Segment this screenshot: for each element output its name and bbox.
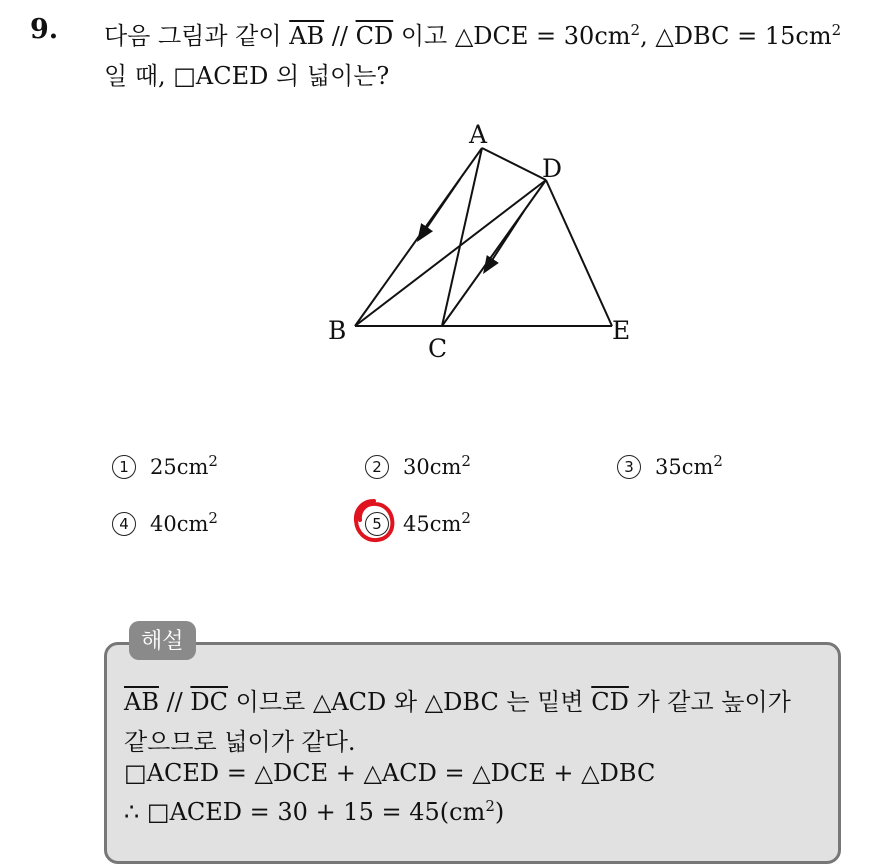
choice-1[interactable] [112, 452, 218, 479]
choice-number: 2 [365, 455, 389, 479]
answer-mark-icon [350, 495, 398, 547]
solution-tail: 가 같고 높이가 [628, 688, 791, 716]
label-b: B [328, 316, 347, 345]
label-a: A [469, 120, 488, 149]
segment-db-line [355, 180, 546, 326]
choice-value: 40cm [150, 512, 209, 536]
arrow-dc [485, 211, 524, 271]
solution-tag: 해설 [129, 621, 196, 660]
arrow-ab [419, 179, 460, 239]
choice-number: 5 [365, 512, 389, 536]
choice-value: 45cm [403, 512, 462, 536]
segment-de-line [546, 180, 612, 326]
choice-3[interactable] [617, 452, 723, 479]
solution-line-3: □ACED = △DCE + △ACD = △DCE + △DBC [124, 759, 656, 787]
exponent: 2 [208, 452, 218, 470]
solution-conclusion: ∴ □ACED = 30 + 15 = 45(cm [124, 798, 486, 826]
segment-ad-line [482, 148, 546, 180]
choice-value: 30cm [403, 455, 462, 479]
segment-ab: $\overline{AB}$ [289, 22, 325, 50]
question-number: 9. [30, 14, 59, 45]
exponent: 2 [461, 509, 471, 527]
label-d: D [542, 154, 563, 183]
closing-paren: ) [494, 798, 505, 826]
exponent: 2 [208, 509, 218, 527]
choice-number: 4 [112, 512, 136, 536]
geometry-figure [0, 0, 884, 420]
choice-4[interactable] [112, 509, 218, 536]
exponent: 2 [630, 21, 641, 39]
exponent: 2 [485, 797, 495, 815]
parallel-symbol: // [324, 22, 356, 50]
solution-line-2: 같으므로 넓이가 같다. [124, 728, 356, 756]
label-c: C [428, 334, 448, 363]
choice-value: 25cm [150, 455, 209, 479]
exponent: 2 [831, 21, 842, 39]
choice-number: 1 [112, 455, 136, 479]
choice-2[interactable] [365, 452, 471, 479]
solution-line-4 [124, 797, 504, 826]
exponent: 2 [461, 452, 471, 470]
question-mid: 이고 △DCE = 30cm [393, 22, 631, 50]
choice-value: 35cm [655, 455, 714, 479]
segment-cd: $\overline{CD}$ [355, 22, 394, 50]
question-mid2: , △DBC = 15cm [640, 22, 832, 50]
choice-number: 3 [617, 455, 641, 479]
exponent: 2 [713, 452, 723, 470]
segment-cd: $\overline{CD}$ [591, 688, 629, 716]
parallel-symbol: // [158, 688, 191, 716]
solution-mid: 이므로 △ACD 와 △DBC 는 밑변 [228, 688, 592, 716]
segment-ab: $\overline{AB}$ [124, 688, 159, 716]
solution-line-1 [124, 682, 791, 717]
label-e: E [612, 316, 631, 345]
segment-dc: $\overline{DC}$ [190, 688, 229, 716]
question-line-2: 일 때, □ACED 의 넓이는? [104, 62, 390, 90]
question-lead: 다음 그림과 같이 [104, 22, 290, 50]
